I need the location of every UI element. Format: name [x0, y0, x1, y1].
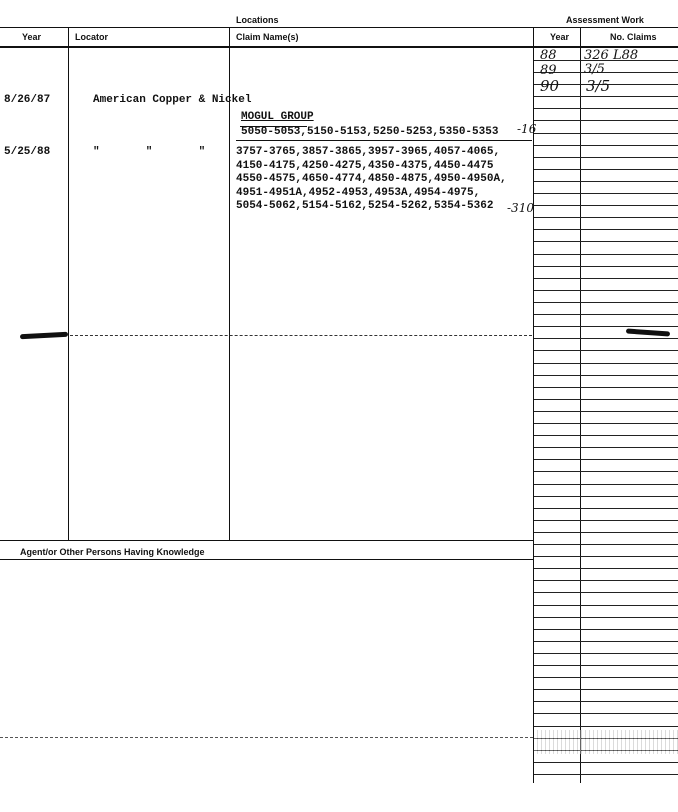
assessment-ruled-line — [534, 181, 678, 182]
assessment-ruled-line — [534, 96, 678, 97]
assessment-work-heading: Assessment Work — [566, 15, 644, 25]
aw-claims-1: 326 L88 — [584, 48, 639, 63]
col-header-year: Year — [22, 32, 42, 42]
claim-block-line-3: 4550-4575,4650-4774,4850-4875,4950-4950A, — [236, 173, 507, 185]
assessment-ruled-line — [534, 108, 678, 109]
assessment-ruled-line — [534, 580, 678, 581]
divider-year-locator — [68, 28, 69, 540]
assessment-ruled-line — [534, 689, 678, 690]
record-locator-2: " " " — [93, 146, 206, 158]
assessment-ruled-line — [534, 145, 678, 146]
assessment-ruled-line — [534, 350, 678, 351]
assessment-ruled-line — [534, 217, 678, 218]
assessment-ruled-line — [534, 278, 678, 279]
assessment-ruled-line — [534, 229, 678, 230]
assessment-ruled-line — [534, 617, 678, 618]
assessment-ruled-line — [534, 120, 678, 121]
claim-line-1-note: -16 — [517, 122, 537, 136]
locations-heading: Locations — [236, 15, 279, 25]
assessment-ruled-line — [534, 677, 678, 678]
claim-block-line-2: 4150-4175,4250-4275,4350-4375,4450-4475 — [236, 159, 494, 172]
assessment-ruled-line — [534, 435, 678, 436]
assessment-ruled-line — [534, 266, 678, 267]
assessment-ruled-line — [534, 338, 678, 339]
assessment-ruled-line — [534, 653, 678, 654]
assessment-ruled-line — [534, 314, 678, 315]
assessment-ruled-line — [534, 302, 678, 303]
assessment-ruled-line — [534, 641, 678, 642]
assessment-ruled-line — [534, 133, 678, 134]
assessment-ruled-line — [534, 665, 678, 666]
aw-year-2: 89 — [540, 63, 557, 78]
record-date-1: 8/26/87 — [4, 94, 51, 106]
assessment-ruled-line — [534, 701, 678, 702]
agent-section-title: Agent/or Other Persons Having Knowledge — [20, 547, 205, 557]
assessment-ruled-line — [534, 423, 678, 424]
assessment-ruled-line — [534, 568, 678, 569]
assessment-ruled-line — [534, 447, 678, 448]
col-header-no-claims: No. Claims — [610, 32, 657, 42]
assessment-ruled-line — [534, 520, 678, 521]
record-locator-1: American Copper & Nickel — [93, 94, 252, 106]
aw-claims-3: 3/5 — [586, 77, 611, 95]
claim-block-line-1: 3757-3765,3857-3865,3957-3965,4057-4065, — [236, 146, 501, 158]
assessment-ruled-line — [534, 484, 678, 485]
assessment-ruled-line — [534, 254, 678, 255]
claim-block-line-4: 4951-4951A,4952-4953,4953A,4954-4975, — [236, 186, 481, 199]
agent-title-rule — [0, 559, 533, 560]
divider-claims-assessment — [533, 28, 534, 783]
left-edge-mark — [20, 332, 68, 340]
assessment-ruled-line — [534, 774, 678, 775]
assessment-ruled-line — [534, 544, 678, 545]
assessment-ruled-line — [534, 375, 678, 376]
assessment-ruled-line — [534, 387, 678, 388]
assessment-ruled-line — [534, 496, 678, 497]
record-date-2: 5/25/88 — [4, 146, 51, 158]
aw-year-1: 88 — [540, 48, 557, 63]
header-bottom-rule — [0, 46, 678, 48]
col-header-aw-year: Year — [550, 32, 570, 42]
assessment-ruled-line — [534, 326, 678, 327]
claim-line-1-rule — [236, 140, 532, 141]
aw-claims-2: 3/5 — [584, 62, 605, 77]
assessment-ruled-line — [534, 556, 678, 557]
assessment-ruled-line — [534, 363, 678, 364]
assessment-ruled-line — [534, 399, 678, 400]
assessment-ruled-line — [534, 713, 678, 714]
assessment-ruled-line — [534, 726, 678, 727]
assessment-ruled-line — [534, 471, 678, 472]
assessment-ruled-line — [534, 241, 678, 242]
header-top-rule — [0, 27, 678, 28]
assessment-ruled-line — [534, 157, 678, 158]
claim-block-line-5: 5054-5062,5154-5162,5254-5262,5354-5362 — [236, 200, 494, 212]
assessment-ruled-line — [534, 605, 678, 606]
assessment-ruled-line — [534, 411, 678, 412]
assessment-ruled-line — [534, 762, 678, 763]
scan-noise-area — [534, 730, 678, 754]
claim-line-1: 5050-5053,5150-5153,5250-5253,5350-5353 — [241, 126, 499, 138]
col-header-claim-names: Claim Name(s) — [236, 32, 299, 42]
bottom-dashed-rule — [0, 737, 533, 738]
assessment-ruled-line — [534, 508, 678, 509]
assessment-ruled-line — [534, 290, 678, 291]
assessment-ruled-line — [534, 629, 678, 630]
assessment-ruled-line — [534, 532, 678, 533]
locations-bottom-rule — [0, 540, 533, 541]
col-header-locator: Locator — [75, 32, 109, 42]
assessment-ruled-line — [534, 169, 678, 170]
claim-group-title: MOGUL GROUP — [241, 111, 314, 123]
aw-year-3: 90 — [540, 77, 560, 95]
assessment-ruled-line — [534, 592, 678, 593]
assessment-ruled-line — [534, 459, 678, 460]
divider-aw-year-claims — [580, 28, 581, 783]
mid-dashed-rule — [70, 335, 532, 336]
assessment-ruled-line — [534, 193, 678, 194]
right-edge-mark — [626, 328, 670, 336]
claim-block-note: -310 — [507, 201, 534, 215]
assessment-ruled-line — [534, 205, 678, 206]
